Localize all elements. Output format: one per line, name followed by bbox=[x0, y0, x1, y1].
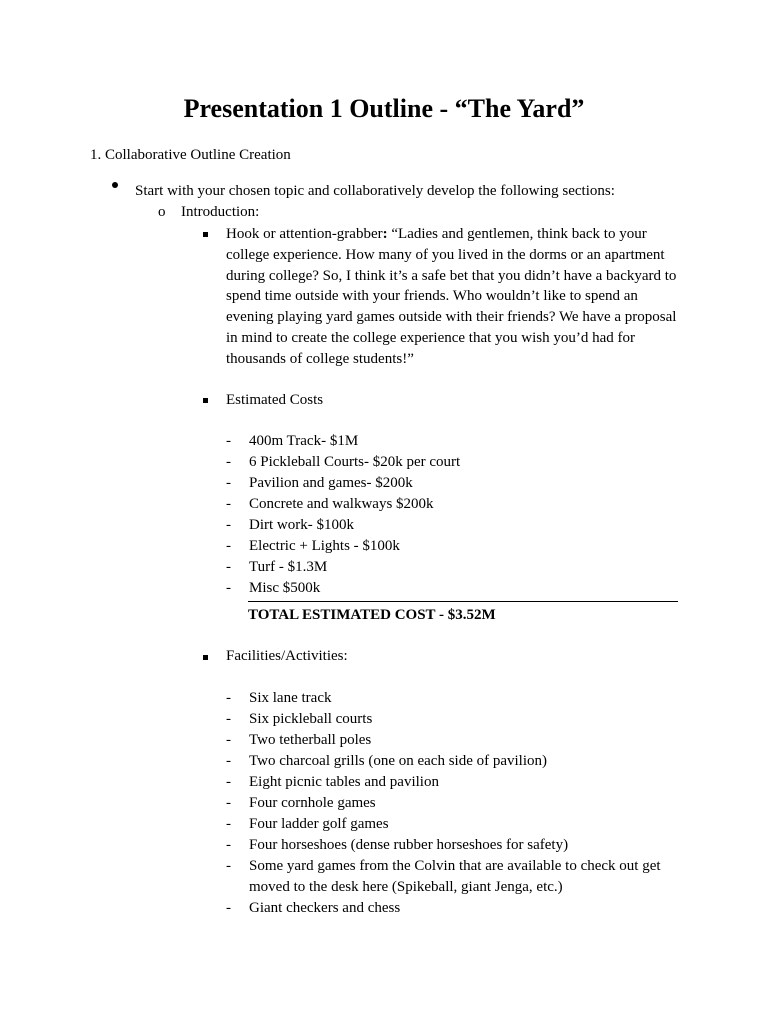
facility-item-text: Eight picnic tables and pavilion bbox=[249, 774, 439, 790]
total-divider bbox=[248, 601, 678, 602]
cost-item-text: 400m Track- $1M bbox=[249, 433, 359, 449]
facilities-list bbox=[226, 688, 689, 919]
list-item bbox=[226, 578, 689, 599]
facilities-heading: Facilities/Activities: bbox=[226, 648, 348, 664]
facility-item-text: Four ladder golf games bbox=[249, 816, 389, 832]
cost-item-text: Misc $500k bbox=[249, 580, 321, 596]
list-item bbox=[226, 557, 689, 578]
dash-marker: - bbox=[226, 900, 231, 916]
facility-item-text: Two tetherball poles bbox=[249, 732, 372, 748]
dash-marker: - bbox=[226, 454, 231, 470]
facility-item-text: Four cornhole games bbox=[249, 795, 376, 811]
dash-marker: - bbox=[226, 538, 231, 554]
list-item bbox=[226, 452, 689, 473]
facility-item-text: Some yard games from the Colvin that are available to check out get moved to the desk here (Spikeball, giant Jenga, etc.) bbox=[249, 858, 661, 895]
dash-marker: - bbox=[226, 517, 231, 533]
square-bullet-icon bbox=[203, 655, 208, 660]
bullet-icon bbox=[112, 182, 118, 188]
cost-item-text: Electric + Lights - $100k bbox=[249, 538, 400, 554]
list-item bbox=[226, 856, 669, 898]
dash-marker: - bbox=[226, 795, 231, 811]
facility-item-text: Giant checkers and chess bbox=[249, 900, 401, 916]
square-bullet-icon bbox=[203, 398, 208, 403]
facility-item-text: Six pickleball courts bbox=[249, 711, 373, 727]
hook-label: Hook or attention-grabber bbox=[226, 226, 383, 242]
cost-item-text: Concrete and walkways $200k bbox=[249, 496, 434, 512]
introduction-item: Introduction: bbox=[181, 204, 260, 220]
dash-marker: - bbox=[226, 816, 231, 832]
list-item bbox=[226, 431, 689, 452]
costs-list bbox=[226, 431, 689, 599]
total-estimated-cost: TOTAL ESTIMATED COST - $3.52M bbox=[248, 607, 496, 623]
cost-item-text: Dirt work- $100k bbox=[249, 517, 354, 533]
dash-marker: - bbox=[226, 690, 231, 706]
hook-colon: : bbox=[382, 226, 388, 242]
facility-item-text: Two charcoal grills (one on each side of pavilion) bbox=[249, 753, 548, 769]
facility-item-text: Six lane track bbox=[249, 690, 332, 706]
dash-marker: - bbox=[226, 732, 231, 748]
list-item bbox=[226, 473, 689, 494]
level1-bullet-text: Start with your chosen topic and collaboratively develop the following sections: bbox=[135, 183, 615, 199]
list-item bbox=[226, 898, 689, 919]
cost-item-text: 6 Pickleball Courts- $20k per court bbox=[249, 454, 461, 470]
dash-marker: - bbox=[226, 559, 231, 575]
dash-marker: - bbox=[226, 774, 231, 790]
dash-marker: - bbox=[226, 496, 231, 512]
list-item bbox=[226, 536, 689, 557]
dash-marker: - bbox=[226, 837, 231, 853]
dash-marker: - bbox=[226, 580, 231, 596]
section-heading: 1. Collaborative Outline Creation bbox=[90, 147, 291, 163]
cost-item-text: Pavilion and games- $200k bbox=[249, 475, 413, 491]
list-item bbox=[226, 835, 689, 856]
dash-marker: - bbox=[226, 711, 231, 727]
list-item bbox=[226, 730, 689, 751]
list-item bbox=[226, 688, 689, 709]
list-item bbox=[226, 814, 689, 835]
costs-heading: Estimated Costs bbox=[226, 392, 324, 408]
document-title: Presentation 1 Outline - “The Yard” bbox=[183, 94, 585, 123]
dash-marker: - bbox=[226, 753, 231, 769]
list-item bbox=[226, 709, 689, 730]
list-item bbox=[226, 793, 689, 814]
dash-marker: - bbox=[226, 475, 231, 491]
hook-paragraph bbox=[226, 224, 678, 370]
list-item bbox=[226, 494, 689, 515]
cost-item-text: Turf - $1.3M bbox=[249, 559, 328, 575]
hook-text: “Ladies and gentlemen, think back to your college experience. How many of you lived in the dorms or an apartment during college? So, I think it’s a safe bet that you didn’t have a backyard to spend time outside with your friends. Who wouldn’t like to spend an evening playing yard games outside with their friends? We have a proposal in mind to create the college experience that you wish you’d had for thousands of college students!” bbox=[226, 226, 677, 367]
square-bullet-icon bbox=[203, 232, 208, 237]
list-item bbox=[226, 515, 689, 536]
facility-item-text: Four horseshoes (dense rubber horseshoes for safety) bbox=[249, 837, 569, 853]
list-item bbox=[226, 751, 689, 772]
list-item bbox=[226, 772, 689, 793]
circle-bullet-marker: o bbox=[158, 204, 166, 220]
dash-marker: - bbox=[226, 858, 231, 874]
dash-marker: - bbox=[226, 433, 231, 449]
